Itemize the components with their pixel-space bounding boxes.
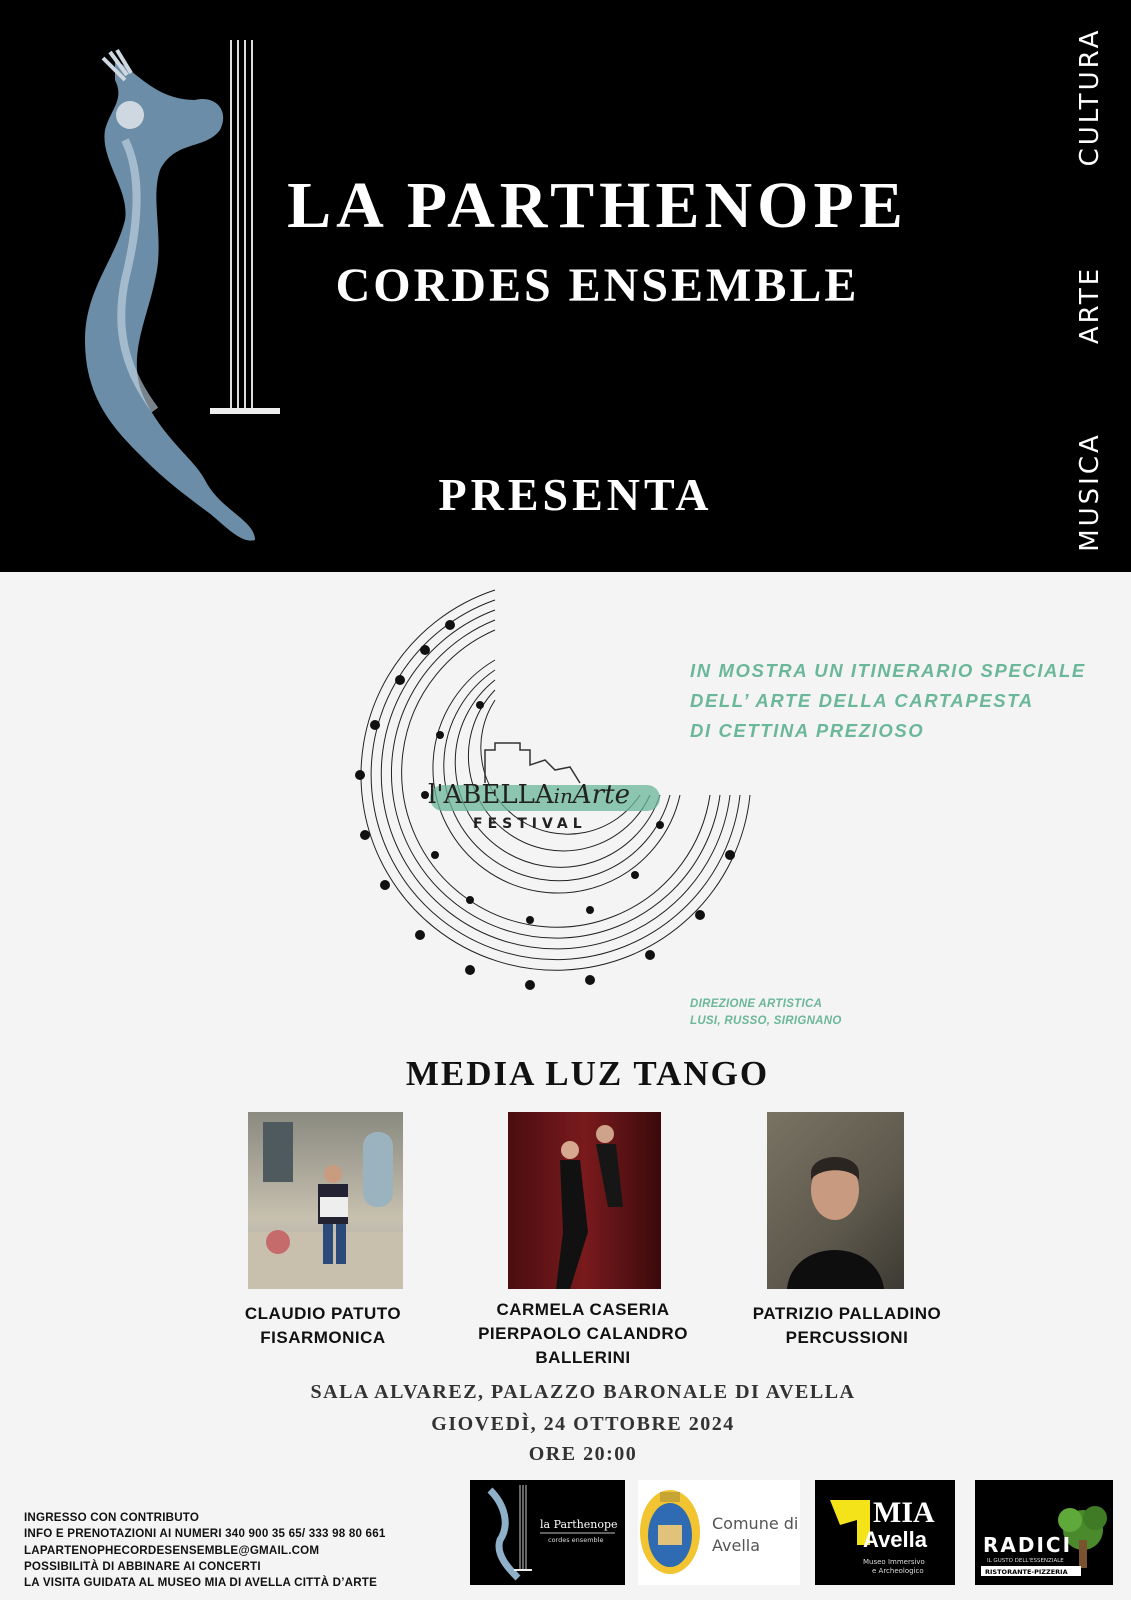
sponsor-comune-line1: Comune di — [712, 1514, 799, 1533]
sponsor-mia-line2: Avella — [863, 1527, 928, 1552]
info-line: POSSIBILITÀ DI ABBINARE AI CONCERTI — [24, 1559, 261, 1573]
music-staff-arc — [361, 590, 750, 970]
photo-accordionist — [248, 1112, 403, 1289]
performer-name: PATRIZIO PALLADINO — [752, 1304, 942, 1323]
logo-name-right: Arte — [572, 780, 630, 810]
exhibit-text — [690, 656, 1086, 746]
castle-silhouette — [485, 743, 580, 783]
photo-percussionist — [767, 1112, 904, 1289]
info-block — [24, 1510, 386, 1591]
direction-names: LUSI, RUSSO, SIRIGNANO — [690, 1015, 842, 1027]
performer-role: FISARMONICA — [260, 1328, 386, 1347]
sponsor-radici-name: RADICI — [983, 1533, 1073, 1557]
header-title: LA PARTHENOPE — [287, 169, 908, 242]
logo-sub: FESTIVAL — [473, 816, 587, 832]
sponsor-radici — [975, 1480, 1113, 1585]
event-title: MEDIA LUZ TANGO — [405, 1054, 770, 1093]
side-word-cultura: CULTURA — [1075, 27, 1105, 167]
photo-dancers — [508, 1112, 661, 1289]
logo-name-mid: in — [553, 784, 573, 808]
header-subtitle: CORDES ENSEMBLE — [335, 259, 860, 312]
event-date: GIOVEDÌ, 24 OTTOBRE 2024 — [431, 1413, 735, 1435]
side-word-arte: ARTE — [1075, 265, 1105, 345]
festival-logo — [330, 585, 780, 1035]
sponsor-mia-sub2: e Archeologico — [872, 1567, 924, 1575]
sponsor-parthenope-sub: cordes ensemble — [548, 1536, 604, 1544]
svg-text:l'ABELLAinArte — [428, 780, 630, 810]
performer-name: CLAUDIO PATUTO — [244, 1304, 402, 1323]
exhibit-line: DI CETTINA PREZIOSO — [690, 720, 925, 741]
performer-caption-2 — [463, 1298, 703, 1370]
info-line: LA VISITA GUIDATA AL MUSEO MIA DI AVELLA CITTÀ D’ARTE — [24, 1576, 378, 1590]
presenta-label: PRESENTA — [438, 469, 713, 520]
artistic-direction — [690, 996, 842, 1030]
info-line: INFO E PRENOTAZIONI AI NUMERI 340 900 35 65/ 333 98 80 661 — [24, 1527, 386, 1541]
info-line: INGRESSO CON CONTRIBUTO — [24, 1511, 200, 1524]
sponsor-mia-sub1: Museo Immersivo — [863, 1558, 925, 1566]
sponsor-parthenope-name: la Parthenope — [540, 1518, 618, 1531]
performer-role: PERCUSSIONI — [785, 1328, 909, 1347]
sponsor-radici-sub: IL GUSTO DELL'ESSENZIALE — [987, 1558, 1064, 1564]
info-line: LAPARTENOPHECORDESENSEMBLE@GMAIL.COM — [24, 1543, 320, 1557]
exhibit-line: DELL’ ARTE DELLA CARTAPESTA — [690, 690, 1034, 711]
performer-name: PIERPAOLO CALANDRO — [478, 1324, 688, 1343]
header-banner — [0, 0, 1131, 572]
logo-name-left: l'ABELLA — [428, 780, 554, 810]
side-word-musica: MUSICA — [1075, 432, 1105, 552]
direction-label: DIREZIONE ARTISTICA — [690, 998, 823, 1010]
event-time: ORE 20:00 — [528, 1443, 638, 1465]
exhibit-line: IN MOSTRA UN ITINERARIO SPECIALE — [690, 660, 1086, 681]
performer-name: CARMELA CASERIA — [496, 1300, 670, 1319]
sponsor-comune-line2: Avella — [712, 1536, 761, 1555]
sponsor-parthenope — [470, 1480, 625, 1585]
sponsor-radici-sub2: RISTORANTE-PIZZERIA — [985, 1568, 1068, 1576]
venue: SALA ALVAREZ, PALAZZO BARONALE DI AVELLA — [310, 1381, 856, 1403]
sponsor-mia-line1: MIA — [873, 1496, 935, 1529]
sponsor-comune — [638, 1480, 800, 1585]
sponsor-mia — [815, 1480, 955, 1585]
performer-role: BALLERINI — [535, 1348, 631, 1367]
performer-caption-3 — [732, 1302, 962, 1350]
coat-of-arms — [640, 1490, 700, 1574]
performer-caption-1 — [223, 1302, 423, 1350]
